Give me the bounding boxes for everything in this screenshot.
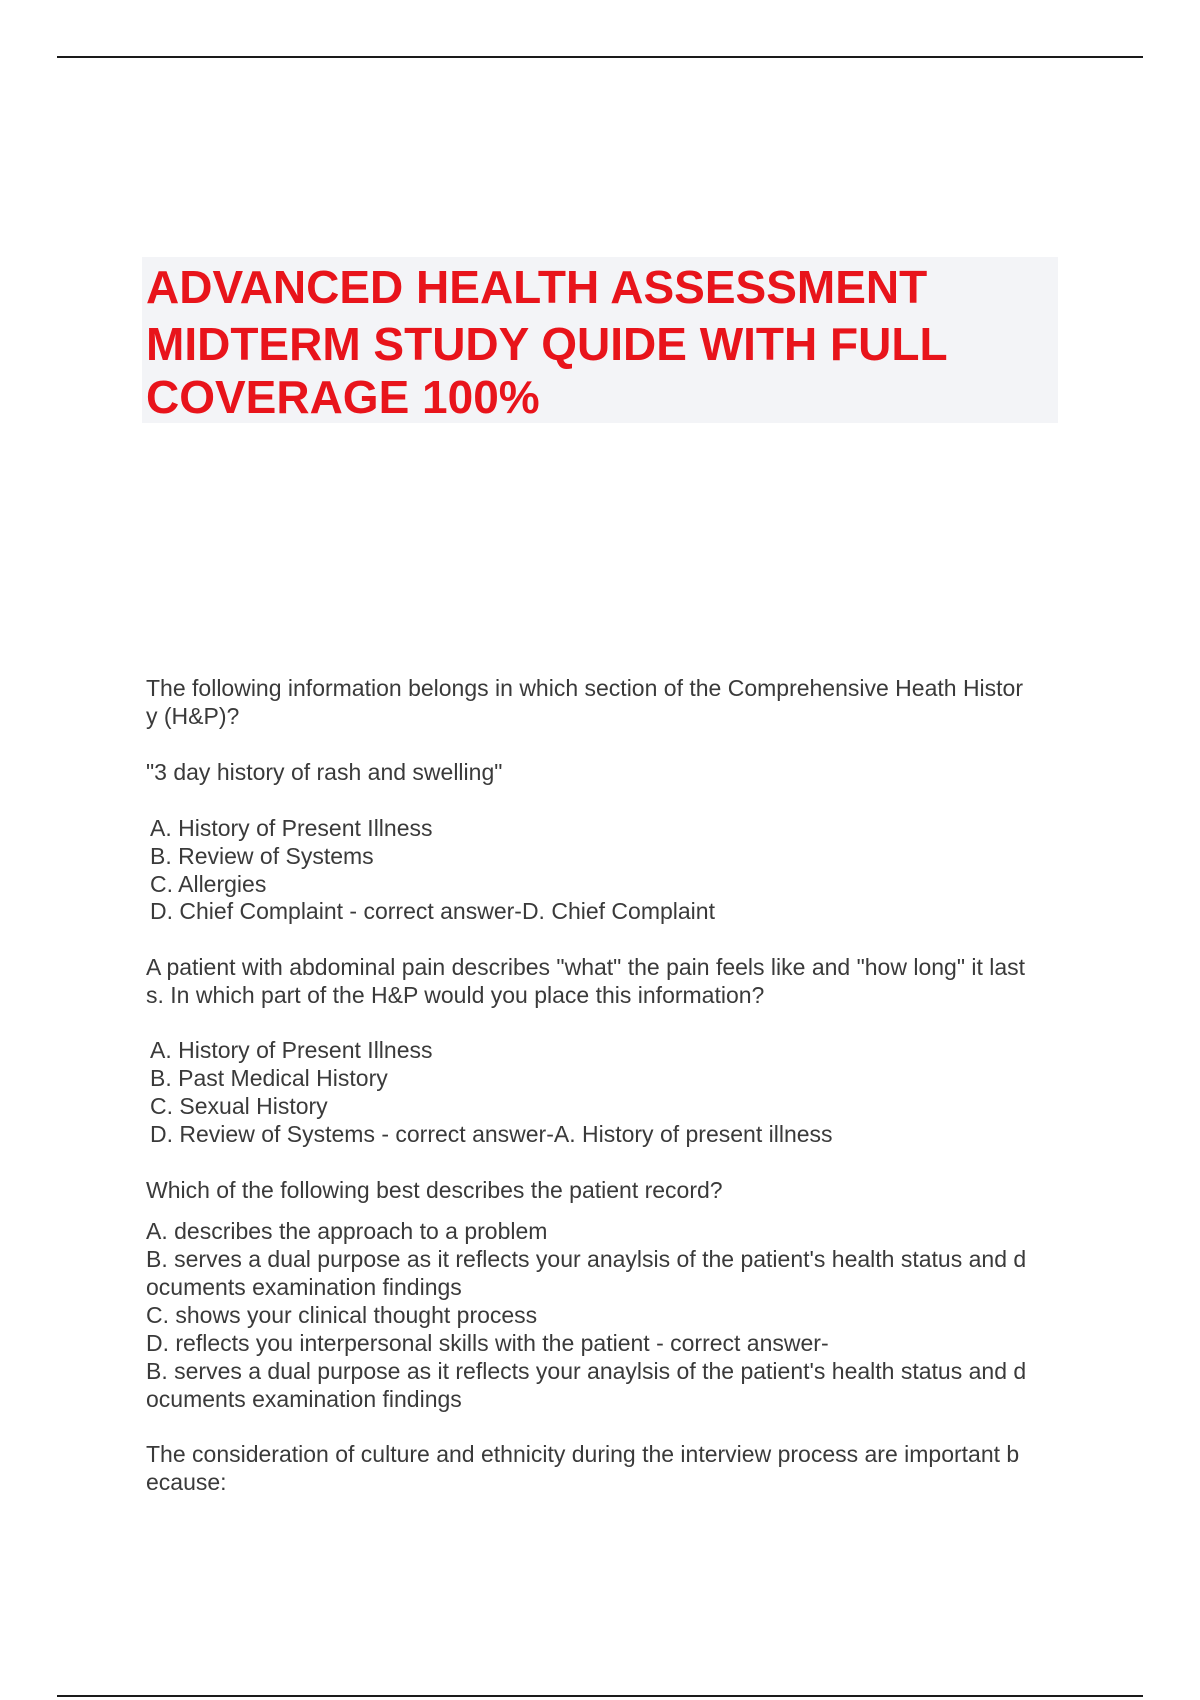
question-1-quote [146,758,1066,786]
document-title-line-2: MIDTERM STUDY QUIDE WITH FULL [146,318,948,370]
question-1-option-a: A. History of Present Illness [150,815,433,841]
question-2-option-b: B. Past Medical History [150,1065,388,1091]
top-divider [57,56,1143,58]
question-4-prompt [146,1440,1066,1496]
question-1-quote-text: "3 day history of rash and swelling" [146,759,503,785]
question-3-line-2: B. serves a dual purpose as it reflects your anaylsis of the patient's health status and d [146,1246,1027,1272]
bottom-divider [57,1695,1143,1697]
document-title-line-3: COVERAGE 100% [146,371,540,423]
question-2-option-a: A. History of Present Illness [150,1037,433,1063]
question-1-prompt-line-1: The following information belongs in which section of the Comprehensive Heath Histor [146,675,1024,701]
question-3-line-6: B. serves a dual purpose as it reflects your anaylsis of the patient's health status and d [146,1358,1027,1384]
question-3-line-5: D. reflects you interpersonal skills with the patient - correct answer- [146,1330,829,1356]
question-3-line-7: ocuments examination findings [146,1386,462,1412]
question-2-prompt-line-2: s. In which part of the H&P would you place this information? [146,982,765,1008]
question-1-prompt [146,674,1066,730]
question-2-option-d: D. Review of Systems - correct answer-A. History of present illness [150,1121,833,1147]
question-3-line-3: ocuments examination findings [146,1274,462,1300]
question-3-line-1: A. describes the approach to a problem [146,1218,548,1244]
question-2-prompt [146,953,1066,1009]
question-2-option-c: C. Sexual History [150,1093,328,1119]
question-3-answer-block [146,1217,1066,1413]
question-2-prompt-line-1: A patient with abdominal pain describes "what" the pain feels like and "how long" it last [146,954,1026,980]
question-3-line-4: C. shows your clinical thought process [146,1302,538,1328]
question-1-option-c: C. Allergies [150,871,267,897]
document-title-line-1: ADVANCED HEALTH ASSESSMENT [146,261,928,313]
question-1-prompt-line-2: y (H&P)? [146,703,240,729]
question-1-option-d: D. Chief Complaint - correct answer-D. Chief Complaint [150,898,715,924]
question-4-prompt-line-2: ecause: [146,1469,227,1495]
question-4-prompt-line-1: The consideration of culture and ethnicity during the interview process are important b [146,1441,1020,1467]
question-3-prompt-line-1: Which of the following best describes the patient record? [146,1177,723,1203]
question-1-option-b: B. Review of Systems [150,843,374,869]
question-3-prompt [146,1176,1066,1204]
